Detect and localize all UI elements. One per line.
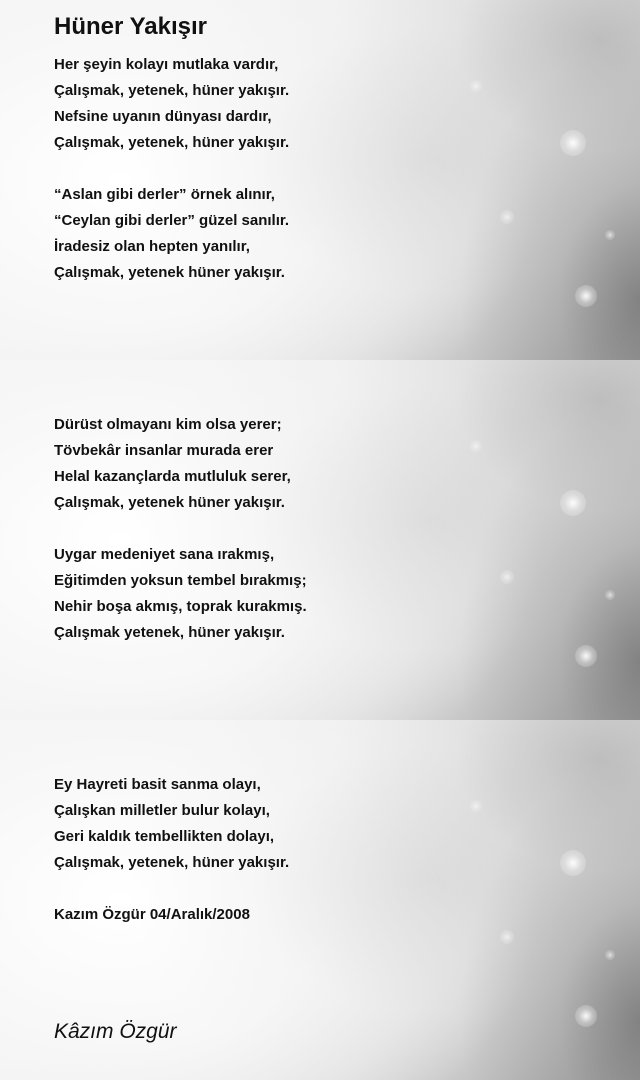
poem-line: Çalışkan milletler bulur kolayı, — [54, 802, 270, 819]
sparkle-decoration — [560, 490, 586, 516]
author-signature: Kâzım Özgür — [54, 1020, 177, 1043]
poem-line: “Aslan gibi derler” örnek alınır, — [54, 186, 275, 203]
poem-line: Ey Hayreti basit sanma olayı, — [54, 776, 261, 793]
poem-line: Çalışmak, yetenek, hüner yakışır. — [54, 134, 290, 151]
poem-line: Eğitimden yoksun tembel bırakmış; — [54, 572, 307, 589]
sparkle-decoration — [605, 590, 615, 600]
poem-line: Tövbekâr insanlar murada erer — [54, 442, 274, 459]
sparkle-decoration — [500, 570, 514, 584]
poem-line: “Ceylan gibi derler” güzel sanılır. — [54, 212, 290, 229]
poem-line: Geri kaldık tembellikten dolayı, — [54, 828, 275, 845]
stanza — [54, 772, 289, 876]
poem-line: Çalışmak, yetenek, hüner yakışır. — [54, 854, 290, 871]
sparkle-decoration — [575, 1005, 597, 1027]
poem-line: Dürüst olmayanı kim olsa yerer; — [54, 416, 282, 433]
poem-line: Çalışmak, yetenek hüner yakışır. — [54, 494, 285, 511]
stanza — [54, 182, 289, 286]
poem-line: Çalışmak yetenek, hüner yakışır. — [54, 624, 285, 641]
poem-title: Hüner Yakışır — [54, 13, 207, 40]
poem-byline: Kazım Özgür 04/Aralık/2008 — [54, 906, 250, 923]
poem-line: Nehir boşa akmış, toprak kurakmış. — [54, 598, 307, 615]
poem-line: Helal kazançlarda mutluluk serer, — [54, 468, 291, 485]
sparkle-decoration — [560, 130, 586, 156]
poem-line: Nefsine uyanın dünyası dardır, — [54, 108, 272, 125]
sparkle-decoration — [560, 850, 586, 876]
sparkle-decoration — [470, 80, 482, 92]
stanza — [54, 542, 307, 646]
sparkle-decoration — [605, 950, 615, 960]
poem-panel-3 — [0, 720, 640, 1080]
sparkle-decoration — [575, 645, 597, 667]
sparkle-decoration — [605, 230, 615, 240]
stanza — [54, 412, 291, 516]
sparkle-decoration — [575, 285, 597, 307]
poem-line: Çalışmak, yetenek, hüner yakışır. — [54, 82, 290, 99]
sparkle-decoration — [470, 800, 482, 812]
sparkle-decoration — [500, 210, 514, 224]
poem-line: Çalışmak, yetenek hüner yakışır. — [54, 264, 285, 281]
sparkle-decoration — [500, 930, 514, 944]
poem-line: İradesiz olan hepten yanılır, — [54, 238, 250, 255]
sparkle-decoration — [470, 440, 482, 452]
poem-panel-2 — [0, 360, 640, 720]
stanza — [54, 52, 289, 156]
poem-panel-1 — [0, 0, 640, 360]
poem-line: Her şeyin kolayı mutlaka vardır, — [54, 56, 279, 73]
poem-line: Uygar medeniyet sana ırakmış, — [54, 546, 275, 563]
